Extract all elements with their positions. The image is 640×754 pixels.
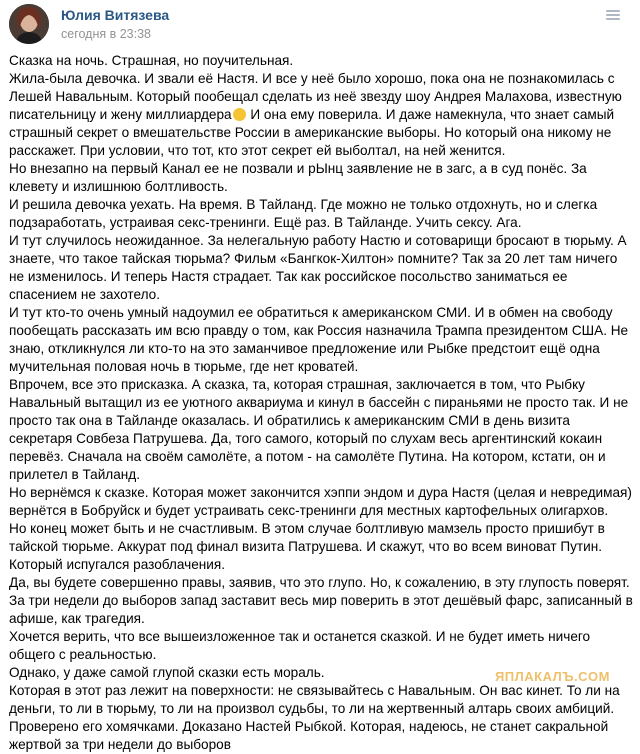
- avatar-photo-icon: [9, 4, 49, 44]
- paragraph-1: Сказка на ночь. Страшная, но поучительная.: [9, 53, 294, 68]
- paragraph-2-cont: И она ему поверила. И даже намекнула, что знает самый страшный секрет о вмешательстве России в американские выборы. Но который она никому не расскажет. При условии, что тот, кто этот секрет ей выболтал, на ней женится.: [9, 107, 615, 158]
- paragraph-11: Хочется верить, что все вышеизложенное так и останется сказкой. И не будет иметь ничего общего с реальностью.: [9, 629, 591, 662]
- paragraph-3: Но внезапно на первый Канал ее не позвали и рЫнц заявление не в загс, а в суд понёс. За клевету и излишнюю болтливость.: [9, 161, 587, 194]
- paragraph-9: Но конец может быть и не счастливым. В этом случае болтливую мамзель просто пришибут в тайской тюрьме. Аккурат под финал визита Патрушева. И скажут, что во всем виноват Путин. Который испугался разоблачения.: [9, 521, 605, 572]
- author-name[interactable]: Юлия Витязева: [61, 7, 170, 23]
- site-watermark: ЯПЛАКАЛЪ.COM: [494, 669, 610, 684]
- smiley-emoji-icon: [233, 108, 246, 121]
- post-text: [9, 52, 633, 754]
- paragraph-12: Однако, у даже самой глупой сказки есть мораль.: [9, 665, 325, 680]
- post-header: [0, 0, 640, 52]
- paragraph-5: И тут случилось неожиданное. За нелегальную работу Настю и сотоварищи бросают в тюрьму. А знаете, что такое тайская тюрьма? Фильм «Бангкок-Хилтон» помните? Так за 20 лет там ничего не изменилось. И теперь Настя страдает. Так как российское посольство заниматься ее спасением не захотело.: [9, 233, 627, 302]
- paragraph-2: [9, 70, 633, 160]
- paragraph-4: И решила девочка уехать. На время. В Тайланд. Где можно не только отдохнуть, но и слегка подзаработать, устраивая секс-тренинги. Ещё раз. В Тайланде. Учить сексу. Ага.: [9, 197, 598, 230]
- paragraph-7: Впрочем, все это присказка. А сказка, та, которая страшная, заключается в том, что Рыбку Навальный вытащил из ее уютного аквариума и кинул в бассейн с пираньями не просто так. И не просто так она в Тайланде оказалась. И обратились к американским СМИ в день визита секретаря Совбеза Патрушева. Да, того самого, который по слухам весь аргентинский кокаин перевёз. Сначала на своём самолёте, а потом - на самолёте Путина. На котором, кстати, он и прилетел в Тайланд.: [9, 377, 629, 482]
- post-time[interactable]: сегодня в 23:38: [61, 27, 151, 41]
- paragraph-8: Но вернёмся к сказке. Которая может закончится хэппи эндом и дура Настя (целая и невредимая) вернётся в Бобруйск и будет устраивать секс-тренинги для местных картофельных олигархов.: [9, 485, 632, 518]
- paragraph-13: Которая в этот раз лежит на поверхности: не связывайтесь с Навальным. Он вас кинет. То ли на деньги, то ли в тюрьму, то ли на произвол судьбы, то ли на жертвенный алтарь своих амбиций. Проверено его хомячками. Доказано Настей Рыбкой. Которая, надеюсь, не станет сакральной жертвой за три недели до выборов: [9, 683, 620, 752]
- paragraph-2-text: Жила-была девочка. И звали её Настя. И все у неё было хорошо, пока она не познакомилась с Лешей Навальным. Который пообещал сделать из неё звезду шоу Андрея Малахова, известную писательницу и жену миллиардера: [9, 71, 622, 122]
- more-icon[interactable]: [606, 10, 620, 20]
- paragraph-6: И тут кто-то очень умный надоумил ее обратиться к американском СМИ. И в обмен на свободу пообещать рассказать им всю правду о том, как Россия назначила Трампа президентом США. Не знаю, откликнулся ли кто-то на это заманчивое предложение или Рыбке предстоит ещё одна мучительная половая ночь в тюрьме, где нет кроватей.: [9, 305, 629, 374]
- author-avatar[interactable]: [9, 4, 49, 44]
- paragraph-10: Да, вы будете совершенно правы, заявив, что это глупо. Но, к сожалению, в эту глупость поверят. За три недели до выборов запад заставит весь мир поверить в этот дешёвый фарс, записанный в афише, как трагедия.: [9, 575, 633, 626]
